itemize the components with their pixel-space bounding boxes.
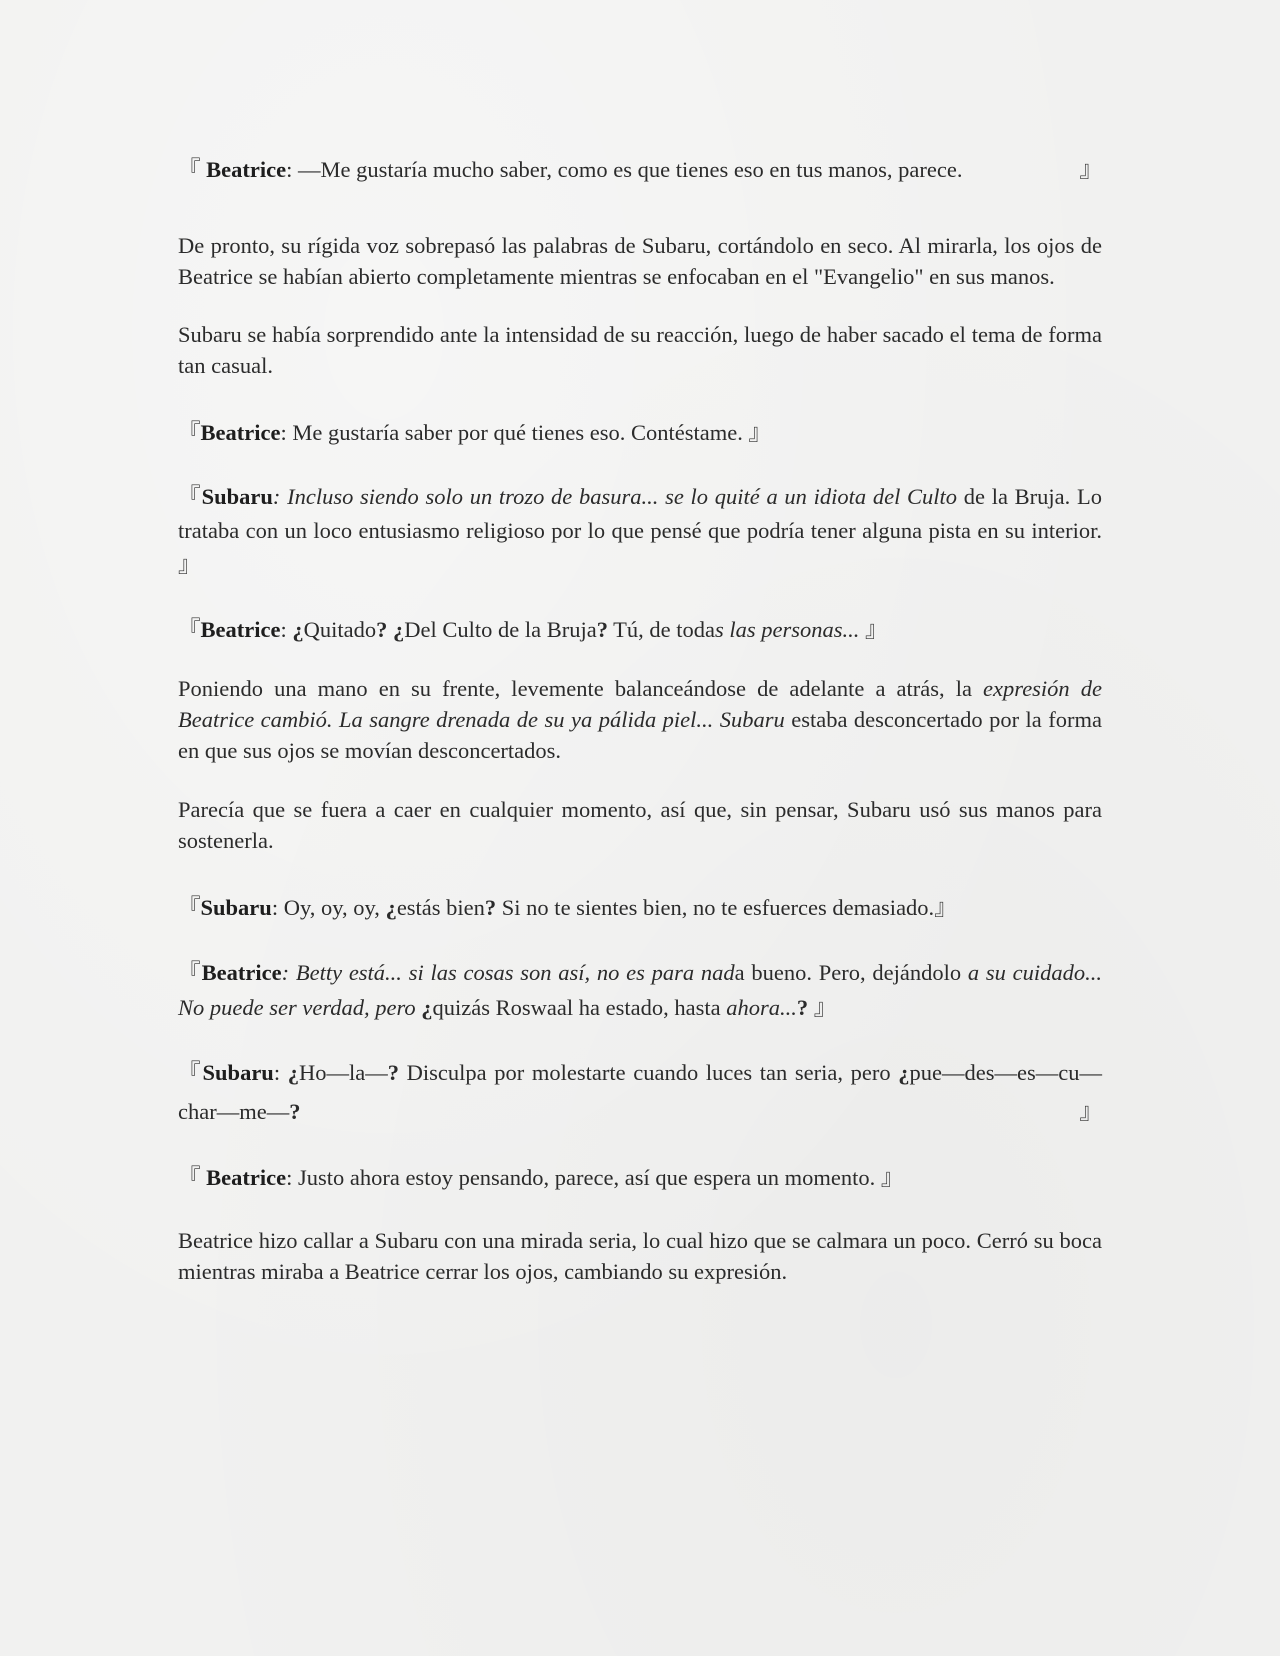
question-mark-open: ¿ (898, 1060, 910, 1085)
quote-close-mark: 』 (1079, 157, 1102, 182)
dialogue-text: quizás Roswaal ha estado, hasta (432, 995, 727, 1020)
question-mark: ? (796, 995, 809, 1020)
quote-close-mark: 』 (934, 895, 957, 920)
quote-close-mark: 』 (865, 617, 888, 642)
italic-text: a su cuidado... No puede ser verdad, pero (178, 960, 1102, 1020)
question-mark: ? (376, 617, 388, 642)
dialogue-beatrice-3 (178, 610, 1102, 649)
question-mark-open: ¿ (287, 1060, 299, 1085)
narration-paragraph-2: Subaru se había sorprendido ante la intensidad de su reacción, luego de haber sacado el tema de forma tan casual. (178, 322, 1102, 378)
dialogue-subaru-2 (178, 888, 1102, 927)
dialogue-beatrice-5 (178, 1158, 1102, 1197)
speaker-name: Beatrice (200, 420, 281, 445)
speaker-name: Subaru (200, 895, 272, 920)
narration-text: estaba desconcertado por la forma en que sus ojos se movían desconcertados. (178, 707, 1102, 763)
dialogue-text: : Justo ahora estoy pensando, parece, así que espera un momento. (286, 1165, 876, 1190)
quote-open-mark: 『 (178, 1060, 203, 1085)
question-mark: ? (484, 895, 497, 920)
dialogue-text: : (280, 617, 293, 642)
dialogue-beatrice-2 (178, 413, 1102, 452)
dialogue-text: : —Me gustaría mucho saber, como es que tienes eso en tus manos, parece. (286, 157, 963, 182)
quote-open-mark: 『 (178, 157, 201, 182)
narration-paragraph-4: Parecía que se fuera a caer en cualquier momento, así que, sin pensar, Subaru usó sus manos para sostenerla. (178, 797, 1102, 853)
question-mark: ? (387, 1060, 399, 1085)
question-mark-open: ¿ (392, 617, 405, 642)
dialogue-text: Quitado (303, 617, 377, 642)
dialogue-text: pue—des—es—cu—char—me— (178, 1060, 1102, 1124)
dialogue-text: Del Culto de la Bruja (404, 617, 597, 642)
dialogue-text: estás bien (396, 895, 485, 920)
speaker-name: Subaru (202, 1060, 274, 1085)
dialogue-text: : (273, 1060, 288, 1085)
quote-close-mark: 』 (748, 420, 771, 445)
narration-text: Poniendo una mano en su frente, levemente balanceándose de adelante a atrás, la (178, 676, 984, 701)
dialogue-text: Disculpa por molestarte cuando luces tan seria, pero (398, 1060, 899, 1085)
quote-close-mark: 』 (813, 995, 837, 1020)
dialogue-text: Ho—la— (298, 1060, 388, 1085)
dialogue-text: Si no te sientes bien, no te esfuerces demasiado. (496, 895, 935, 920)
speaker-name: Subaru (201, 484, 273, 509)
speaker-name: Beatrice (206, 157, 287, 182)
question-mark-open: ¿ (292, 617, 304, 642)
quote-open-mark: 『 (178, 420, 201, 445)
narration-paragraph-3 (178, 673, 1102, 766)
dialogue-text: a bueno. Pero, dejándolo (734, 960, 968, 985)
quote-close-mark: 』 (880, 1165, 904, 1190)
italic-text: s las personas... (715, 617, 860, 642)
dialogue-text: de la Bruja. Lo trataba con un loco entusiasmo religioso por lo que pensé que podría tener alguna pista en su interior. (178, 484, 1102, 543)
quote-close-mark: 』 (178, 552, 201, 577)
quote-open-mark: 『 (178, 617, 201, 642)
narration-paragraph-5: Beatrice hizo callar a Subaru con una mirada seria, lo cual hizo que se calmara un poco. Cerró su boca mientras miraba a Beatrice cerrar los ojos, cambiando su expresión. (178, 1228, 1102, 1284)
quote-open-mark: 『 (178, 484, 202, 509)
quote-open-mark: 『 (178, 895, 201, 920)
dialogue-text: : Oy, oy, oy, (271, 895, 386, 920)
narration-paragraph-1: De pronto, su rígida voz sobrepasó las palabras de Subaru, cortándolo en seco. Al mirarla, los ojos de Beatrice se habían abierto completamente mientras se enfocaban en el "Evangelio" en sus manos. (178, 233, 1102, 289)
dialogue-beatrice-4 (178, 955, 1102, 1025)
speaker-name: Beatrice (201, 960, 282, 985)
italic-text: : Betty está... si las cosas son así, no es para nad (281, 960, 735, 985)
quote-close-mark: 』 (1079, 1099, 1102, 1124)
italic-text: expresión de Beatrice cambió. La sangre drenada de su ya pálida piel... Subaru (178, 676, 1103, 732)
dialogue-text: Tú, de toda (607, 617, 716, 642)
question-mark-open: ¿ (385, 895, 397, 920)
dialogue-subaru-1 (178, 480, 1102, 582)
dialogue-beatrice-1 (178, 150, 1102, 189)
italic-text: : Incluso siendo solo un trozo de basura... se lo quité a un idiota del Culto (272, 484, 958, 509)
question-mark: ? (596, 617, 608, 642)
speaker-name: Beatrice (206, 1165, 287, 1190)
dialogue-subaru-3 (178, 1053, 1102, 1131)
question-mark: ? (289, 1099, 301, 1124)
question-mark-open: ¿ (421, 995, 433, 1020)
quote-open-mark: 『 (178, 960, 202, 985)
quote-open-mark: 『 (178, 1165, 201, 1190)
text-column (178, 150, 1102, 1287)
italic-text: ahora... (726, 995, 797, 1020)
dialogue-text: : Me gustaría saber por qué tienes eso. Contéstame. (280, 420, 743, 445)
speaker-name: Beatrice (200, 617, 281, 642)
